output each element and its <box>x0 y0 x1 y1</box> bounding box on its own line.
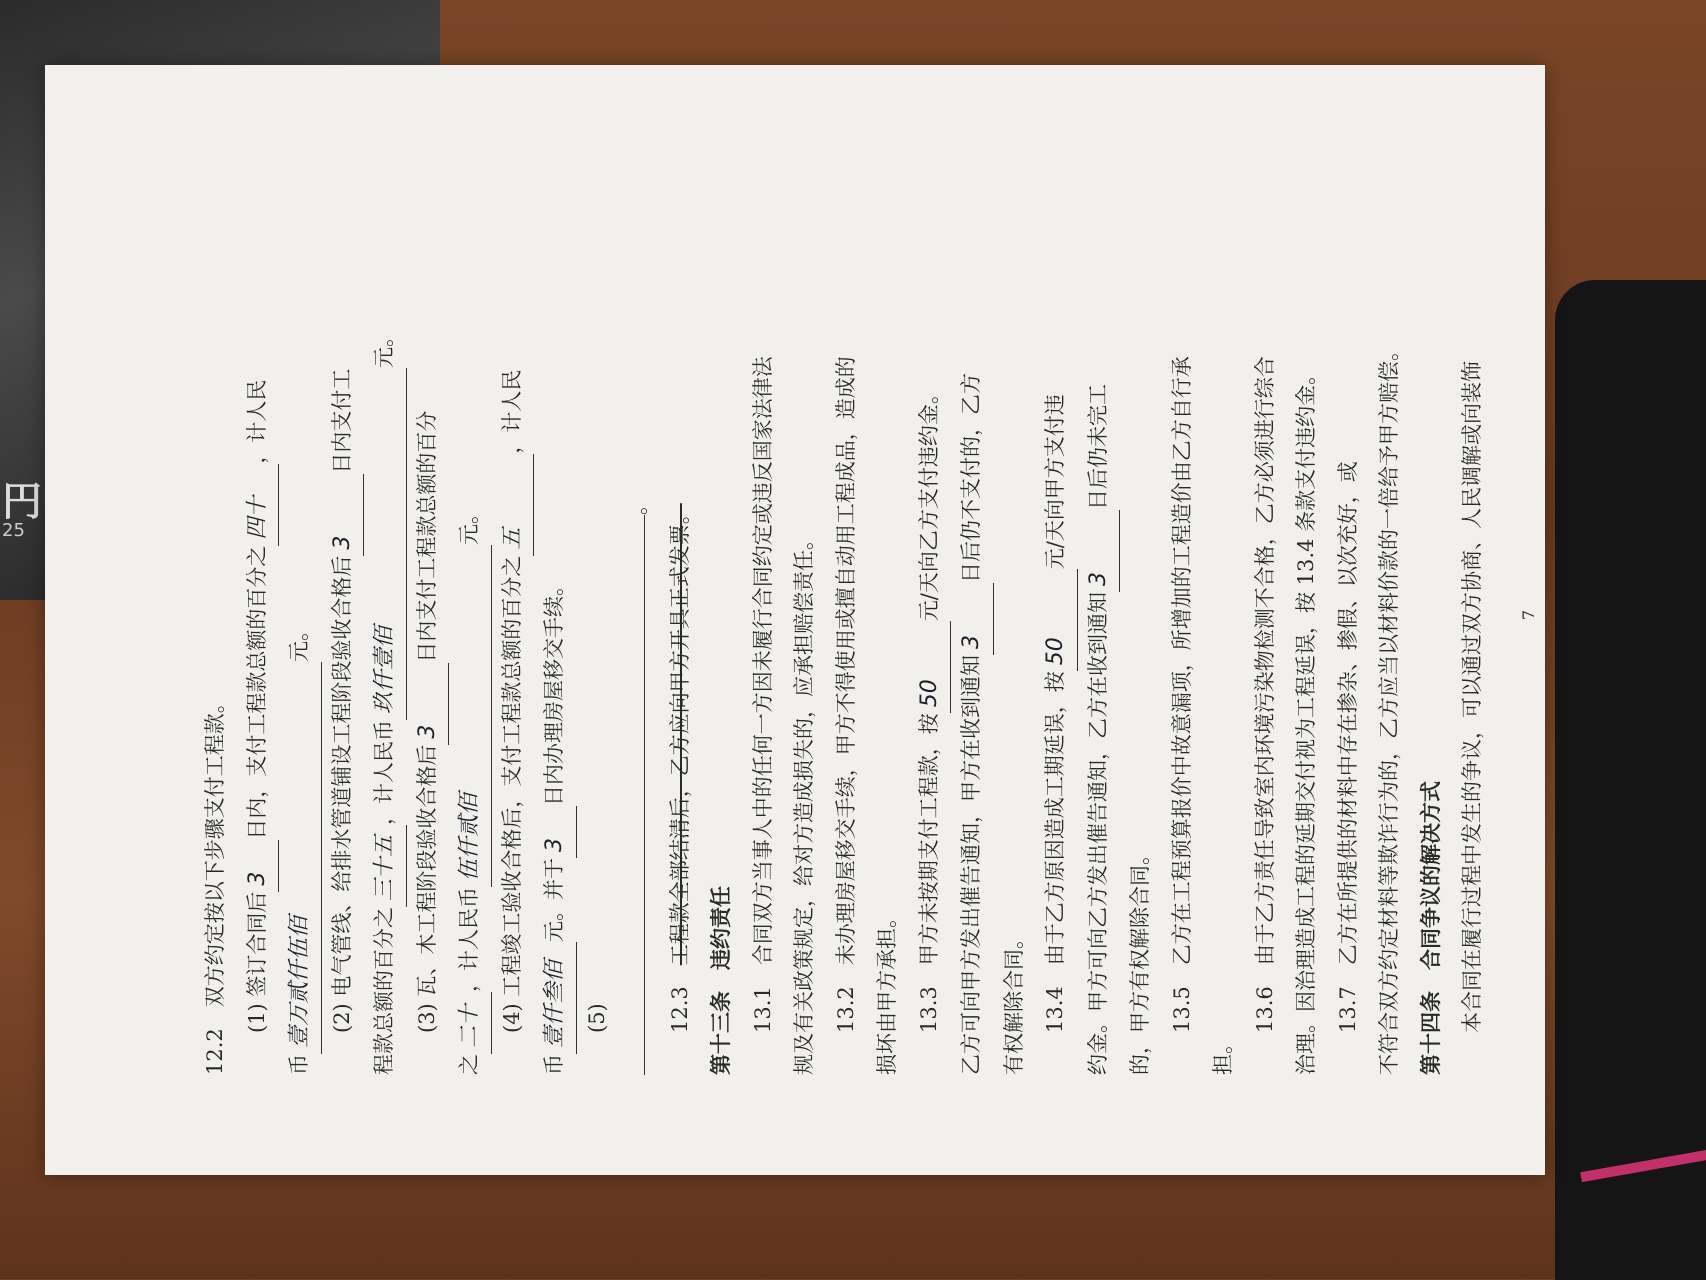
article-14-text: 本合同在履行过程中发生的争议，可以通过双方协商、人民调解或向装饰 <box>1460 361 1484 1033</box>
text: 约金。甲方可向乙方发出催告通知，乙方在收到通知 <box>1085 592 1110 1075</box>
text: 元。 <box>372 326 396 368</box>
clause-13-1-cont: 规及有关政策规定，给对方造成损失的，应承担赔偿责任。 <box>792 529 816 1075</box>
text: 13.4 由于乙方原因造成工期延误，按 <box>1043 671 1067 1033</box>
text: 币 <box>542 1054 566 1075</box>
text: 13.3 甲方未按期支付工程款，按 <box>916 713 941 1033</box>
text: ，计人民 <box>244 379 269 464</box>
payment-step-2-amount <box>364 155 407 1075</box>
text: 元。 <box>287 620 311 662</box>
handwritten-amount: 壹仟叁佰 <box>534 942 577 1054</box>
text: 12.3 <box>667 986 692 1033</box>
article-14-heading: 第十四条 合同争议的解决方式 <box>1418 781 1443 1075</box>
text: (4) 工程竣工验收合格后，支付工程款总额的百分之 <box>499 555 524 1033</box>
handwritten-days: 3 <box>407 663 450 745</box>
clause-13-4-cont <box>1078 155 1121 1075</box>
text: 程款总额的百分之 <box>372 907 396 1075</box>
clause-13-2-cont: 损坏由甲方承担。 <box>875 907 899 1075</box>
handwritten-days: 3 <box>534 806 577 858</box>
handwritten-days: 3 <box>1078 510 1121 592</box>
payment-step-1 <box>237 155 280 1075</box>
clause-13-3 <box>909 155 952 1075</box>
clause-13-6-cont: 治理。因治理造成工程的延期交付视为工程延误，按 13.4 条款支付违约金。 <box>1294 363 1318 1075</box>
payment-step-2 <box>322 155 365 1075</box>
clause-13-5: 13.5 乙方在工程预算报价中故意漏项，所增加的工程造价由乙方自行承 <box>1169 356 1194 1033</box>
payment-step-5-blank <box>618 155 660 1075</box>
text: 日后仍不支付的，乙方 <box>959 373 983 583</box>
text: 元。并于 <box>542 858 566 942</box>
clause-13-4-end: 的，甲方有权解除合同。 <box>1128 844 1152 1075</box>
text: ，计人民 <box>499 369 524 454</box>
clause-12-3 <box>660 155 702 1075</box>
text: 。 <box>626 494 650 515</box>
text: 日内办理房屋移交手续。 <box>542 575 566 806</box>
handwritten-percent: 四十 <box>237 464 280 546</box>
clause-13-3-cont <box>951 155 994 1075</box>
handwritten-rate: 50 <box>909 621 952 713</box>
clause-13-7-cont: 不符合双方约定材料等欺诈行为的，乙方应当以材料价款的一倍给予甲方赔偿。 <box>1377 340 1401 1075</box>
handwritten-amount: 伍仟贰佰 <box>449 545 492 887</box>
handwritten-days: 3 <box>322 474 365 556</box>
contract-page <box>45 65 1545 1175</box>
text: 币 <box>287 1054 311 1075</box>
book-cover-text: 円 <box>2 479 42 525</box>
text: 元。 <box>457 503 481 545</box>
text: ，计人民币 <box>372 720 396 825</box>
text: 之 <box>457 1054 481 1075</box>
payment-step-4 <box>492 155 535 1075</box>
handwritten-percent: 三十五 <box>364 825 407 907</box>
text: 日内支付工程款总额的百分 <box>414 410 439 663</box>
text: (3) 瓦、木工程阶段验收合格后 <box>414 744 439 1033</box>
book-cover-number: 25 <box>2 520 25 541</box>
clause-13-1: 13.1 合同双方当事人中的任何一方因未履行合同约定或违反国家法律法 <box>750 356 775 1033</box>
text: 乙方可向甲方发出催告通知，甲方在收到通知 <box>959 655 983 1075</box>
handwritten-amount: 玖仟壹佰 <box>364 368 407 720</box>
clause-12-2: 12.2 双方约定按以下步骤支付工程款。 <box>203 692 227 1075</box>
payment-step-3 <box>407 155 450 1075</box>
empty-blank <box>644 515 645 1075</box>
text: 日内，支付工程款总额的百分之 <box>244 545 269 840</box>
text: (2) 电气管线、给排水管道铺设工程阶段验收合格后 <box>329 555 354 1033</box>
clause-13-4 <box>1035 155 1078 1075</box>
struck-text: 工程款全部结清后，乙方应向甲方开具正式发票。 <box>667 503 692 966</box>
handwritten-days: 3 <box>951 583 994 655</box>
handwritten-amount: 壹万贰仟伍佰 <box>279 662 322 1054</box>
clause-13-6: 13.6 由于乙方责任导致室内环境污染物检测不合格，乙方必须进行综合 <box>1252 356 1277 1033</box>
black-cloth <box>1555 280 1706 1280</box>
clause-13-7: 13.7 乙方在所提供的材料中存在掺杂、掺假、以次充好，或 <box>1335 461 1360 1033</box>
handwritten-percent: 五 <box>492 454 535 556</box>
payment-step-1-amount <box>279 155 322 1075</box>
article-13-heading: 第十三条 违约责任 <box>709 886 733 1075</box>
clause-13-5-cont: 担。 <box>1211 1033 1235 1075</box>
clause-13-3-end: 有权解除合同。 <box>1001 928 1026 1075</box>
payment-step-4-amount <box>534 155 577 1075</box>
handwritten-days: 3 <box>237 840 280 892</box>
text: 日后仍未完工 <box>1085 384 1110 510</box>
text: (5) <box>584 1003 609 1033</box>
handwritten-percent: 二十 <box>449 992 492 1054</box>
text: 日内支付工 <box>329 368 354 474</box>
text: 元/天向乙方支付违约金。 <box>916 383 941 622</box>
payment-step-3-amount <box>449 155 492 1075</box>
clause-13-2: 13.2 未办理房屋移交手续，甲方不得使用或擅自动用工程成品，造成的 <box>833 356 858 1033</box>
text: ，计人民币 <box>457 887 481 992</box>
page-number: 7 <box>1518 609 1538 621</box>
handwritten-rate: 50 <box>1035 569 1078 671</box>
text: (1) 签订合同后 <box>244 891 269 1033</box>
payment-step-5 <box>577 155 619 1075</box>
text: 元/天向甲方支付违 <box>1043 394 1067 570</box>
